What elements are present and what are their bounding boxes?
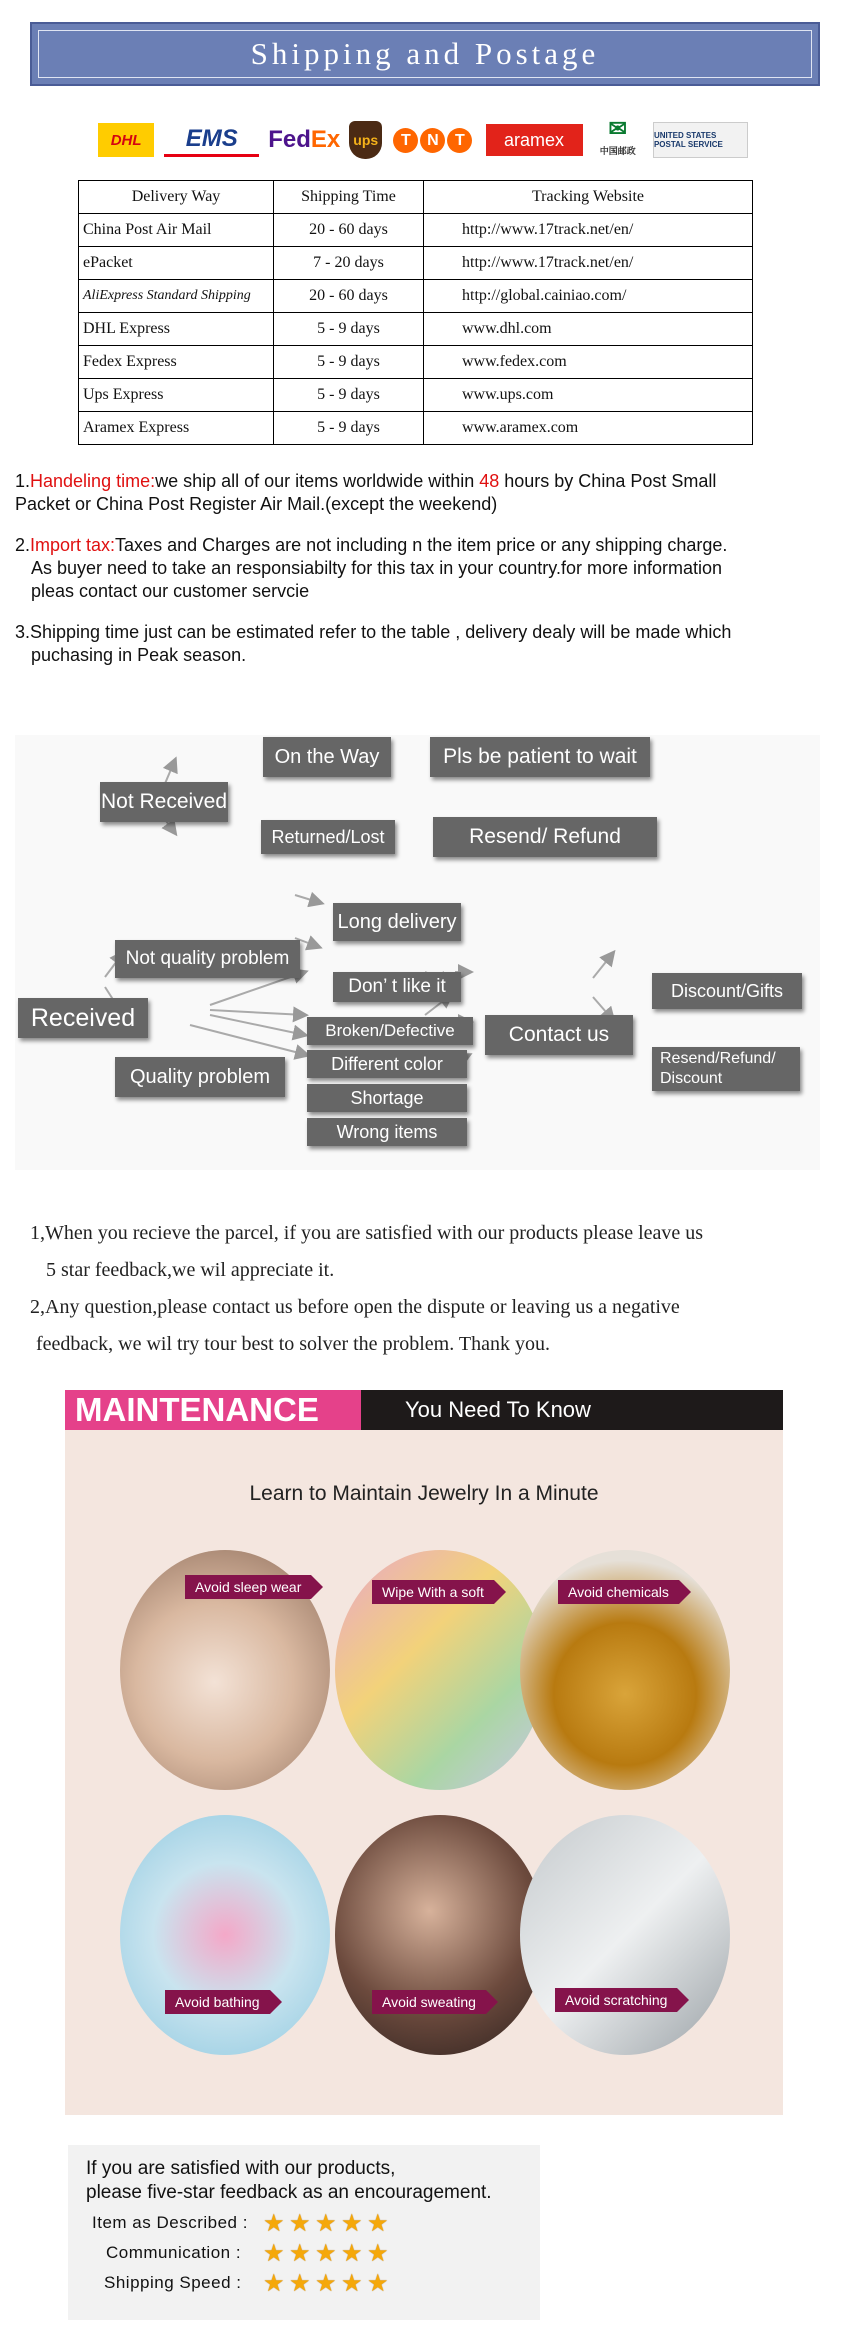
- col-header-shipping-time: Shipping Time: [274, 181, 424, 214]
- rating-heading-line: If you are satisfied with our products,: [86, 2158, 396, 2179]
- on-the-way-box: On the Way: [263, 737, 391, 777]
- bathing-photo: [120, 1815, 330, 2055]
- rating-heading-line: please five-star feedback as an encouragement.: [86, 2182, 492, 2203]
- star-icon: ★: [263, 2270, 285, 2297]
- feedback-line: 5 star feedback,we wil appreciate it.: [46, 1259, 335, 1281]
- not-received-box: Not Received: [100, 782, 228, 822]
- china-post-text: 中国邮政: [599, 146, 636, 156]
- delivery-way-cell: Fedex Express: [79, 346, 274, 379]
- maintenance-header: [65, 1390, 783, 1430]
- note-text: pleas contact our customer servcie: [31, 581, 310, 601]
- contact-us-box: Contact us: [485, 1015, 633, 1055]
- china-post-logo: [593, 116, 643, 157]
- tracking-website-cell: http://www.17track.net/en/: [424, 247, 753, 280]
- note-handling-time: [15, 470, 815, 516]
- carrier-logos: [98, 116, 748, 164]
- delivery-way-cell: DHL Express: [79, 313, 274, 346]
- stars-shipping-speed: [263, 2270, 389, 2297]
- dhl-logo: DHL: [98, 123, 154, 157]
- note-text: hours by China Post Small: [499, 471, 717, 491]
- maintenance-subtitle: You Need To Know: [405, 1397, 591, 1422]
- note-text: puchasing in Peak season.: [31, 645, 247, 665]
- table-row: [79, 346, 753, 379]
- table-row: [79, 280, 753, 313]
- note-number: 2.: [15, 535, 31, 555]
- long-delivery-box: Long delivery: [333, 903, 461, 941]
- delivery-way-cell: Aramex Express: [79, 412, 274, 445]
- table-row: [79, 412, 753, 445]
- aramex-logo: aramex: [486, 124, 583, 156]
- tnt-logo: [392, 123, 475, 157]
- star-icon: ★: [315, 2210, 337, 2237]
- shipping-time-cell: 5 - 9 days: [274, 346, 424, 379]
- feedback-line: 2,Any question,please contact us before open the dispute or leaving us a negative: [30, 1296, 680, 1318]
- tracking-website-cell: www.aramex.com: [424, 412, 753, 445]
- tracking-website-cell: www.fedex.com: [424, 346, 753, 379]
- star-icon: ★: [341, 2240, 363, 2267]
- tag-avoid-chemicals: Avoid chemicals: [558, 1580, 679, 1604]
- not-quality-problem-box: Not quality problem: [115, 940, 300, 978]
- discount-gifts-box: Discount/Gifts: [652, 973, 802, 1009]
- delivery-way-cell: China Post Air Mail: [79, 214, 274, 247]
- tracking-website-cell: www.ups.com: [424, 379, 753, 412]
- star-icon: ★: [341, 2210, 363, 2237]
- dont-like-it-box: Don’ t like it: [333, 972, 461, 1002]
- resend-refund-box: Resend/ Refund: [433, 817, 657, 857]
- note-text: As buyer need to take an responsiabilty for this tax in your country.for more information: [31, 558, 723, 578]
- feedback-line: 1,When you recieve the parcel, if you are satisfied with our products please leave us: [30, 1222, 704, 1244]
- fedex-logo-fe: Fed: [268, 126, 311, 153]
- star-icon: ★: [341, 2270, 363, 2297]
- note-text: we ship all of our items worldwide within: [155, 471, 480, 491]
- sweating-photo: [335, 1815, 545, 2055]
- star-icon: ★: [263, 2210, 285, 2237]
- arrow: [210, 1010, 305, 1015]
- note-text: Packet or China Post Register Air Mail.(except the weekend): [15, 494, 498, 514]
- different-color-box: Different color: [307, 1050, 467, 1078]
- feedback-line: feedback, we wil try tour best to solver the problem. Thank you.: [36, 1333, 550, 1355]
- table-row: [79, 247, 753, 280]
- resend-refund-discount-line: Resend/Refund/: [660, 1050, 776, 1067]
- received-box: Received: [18, 998, 148, 1038]
- resend-refund-discount-line: Discount: [660, 1070, 723, 1087]
- shipping-time-cell: 5 - 9 days: [274, 379, 424, 412]
- fedex-logo-ex: Ex: [310, 126, 341, 153]
- china-post-emblem-icon: ✉: [608, 116, 627, 141]
- maintenance-learn-heading: Learn to Maintain Jewelry In a Minute: [249, 1482, 599, 1505]
- note-key-import-tax: Import tax:: [30, 535, 116, 555]
- table-header-row: [79, 181, 753, 214]
- quality-problem-box: Quality problem: [115, 1057, 285, 1097]
- returned-lost-box: Returned/Lost: [261, 820, 395, 854]
- fedex-logo: [269, 123, 339, 157]
- table-row: [79, 313, 753, 346]
- tnt-logo-letter: T: [447, 128, 472, 153]
- note-import-tax: [15, 534, 815, 603]
- note-key-handling: Handeling time:: [30, 471, 156, 491]
- shipping-time-cell: 20 - 60 days: [274, 280, 424, 313]
- note-number: 1.: [15, 471, 31, 491]
- shipping-time-cell: 20 - 60 days: [274, 214, 424, 247]
- delivery-way-cell: Ups Express: [79, 379, 274, 412]
- banner-title: Shipping and Postage: [250, 36, 600, 71]
- table-row: [79, 214, 753, 247]
- rating-label-communication: Communication :: [106, 2243, 242, 2262]
- star-icon: ★: [315, 2270, 337, 2297]
- note-hours: 48: [479, 471, 500, 491]
- shipping-time-cell: 5 - 9 days: [274, 313, 424, 346]
- wrong-items-box: Wrong items: [307, 1118, 467, 1146]
- after-sale-flow-diagram: [15, 735, 820, 1170]
- ups-logo: ups: [349, 121, 382, 159]
- maintenance-section: [65, 1390, 783, 2115]
- arrow: [190, 1025, 307, 1055]
- tracking-website-cell: www.dhl.com: [424, 313, 753, 346]
- star-icon: ★: [367, 2210, 389, 2237]
- tag-avoid-bathing: Avoid bathing: [165, 1990, 270, 2014]
- tracking-website-cell: http://www.17track.net/en/: [424, 214, 753, 247]
- table-row: [79, 379, 753, 412]
- tnt-logo-letter: T: [393, 128, 418, 153]
- arrow: [593, 953, 613, 978]
- stars-communication: [263, 2240, 389, 2267]
- rating-label-shipping-speed: Shipping Speed :: [104, 2273, 242, 2292]
- rating-box: [68, 2145, 540, 2320]
- maintenance-title: MAINTENANCE: [65, 1390, 361, 1430]
- star-icon: ★: [263, 2240, 285, 2267]
- note-shipping-estimate: [15, 621, 815, 667]
- star-icon: ★: [367, 2240, 389, 2267]
- col-header-tracking-website: Tracking Website: [424, 181, 753, 214]
- ems-logo: EMS: [164, 124, 259, 157]
- tnt-logo-letter: N: [420, 128, 445, 153]
- shipping-banner: [30, 22, 820, 86]
- tag-avoid-sleep-wear: Avoid sleep wear: [185, 1575, 311, 1599]
- star-icon: ★: [315, 2240, 337, 2267]
- usps-logo: UNITED STATES POSTAL SERVICE: [653, 122, 748, 158]
- scratching-photo: [520, 1815, 730, 2055]
- delivery-way-cell: ePacket: [79, 247, 274, 280]
- arrow: [210, 1015, 305, 1035]
- star-icon: ★: [289, 2210, 311, 2237]
- arrow: [295, 895, 321, 903]
- tag-wipe-with-soft: Wipe With a soft: [372, 1580, 494, 1604]
- star-icon: ★: [367, 2270, 389, 2297]
- banner-frame: [38, 30, 812, 78]
- note-text: 3.Shipping time just can be estimated refer to the table , delivery dealy will be made which: [15, 622, 732, 642]
- resend-refund-discount-box: [652, 1047, 800, 1091]
- stars-item-described: [263, 2210, 389, 2237]
- broken-defective-box: Broken/Defective: [307, 1017, 473, 1045]
- tag-avoid-sweating: Avoid sweating: [372, 1990, 486, 2014]
- feedback-notes: [30, 1215, 810, 1363]
- delivery-way-cell: AliExpress Standard Shipping: [79, 280, 274, 313]
- be-patient-box: Pls be patient to wait: [430, 737, 650, 777]
- shipping-notes: [15, 470, 815, 685]
- shortage-box: Shortage: [307, 1084, 467, 1112]
- tag-avoid-scratching: Avoid scratching: [555, 1988, 677, 2012]
- tracking-website-cell: http://global.cainiao.com/: [424, 280, 753, 313]
- col-header-delivery-way: Delivery Way: [79, 181, 274, 214]
- star-icon: ★: [289, 2240, 311, 2267]
- shipping-time-cell: 5 - 9 days: [274, 412, 424, 445]
- note-text: Taxes and Charges are not including n the item price or any shipping charge.: [115, 535, 728, 555]
- shipping-table: [78, 180, 753, 445]
- rating-label-item-described: Item as Described :: [92, 2213, 248, 2232]
- shipping-time-cell: 7 - 20 days: [274, 247, 424, 280]
- rating-heading: [86, 2157, 492, 2205]
- star-icon: ★: [289, 2270, 311, 2297]
